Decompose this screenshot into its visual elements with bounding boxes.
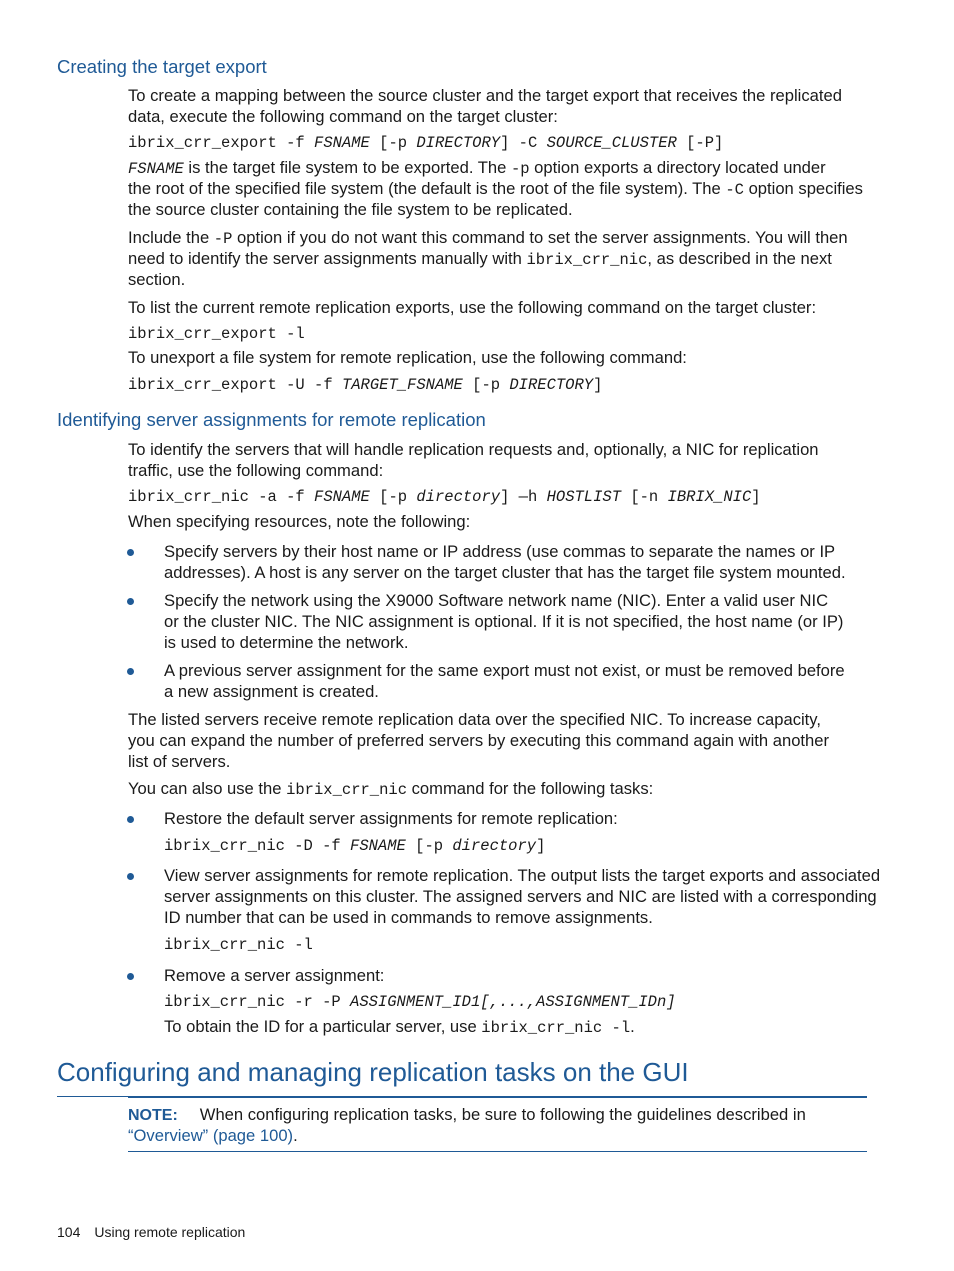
list-item: Remove a server assignment: — [164, 966, 385, 985]
bullet-icon — [127, 598, 134, 605]
paragraph: To create a mapping between the source cluster and the target export that receives the replicated — [128, 86, 842, 105]
paragraph: section. — [128, 270, 186, 289]
paragraph: FSNAME is the target file system to be exported. The -p option exports a directory located under — [128, 158, 826, 178]
paragraph: Include the -P option if you do not want this command to set the server assignments. You will then — [128, 228, 848, 248]
list-item: ID number that can be used in commands to remove assignments. — [164, 908, 653, 927]
paragraph: list of servers. — [128, 752, 231, 771]
command-line: ibrix_crr_nic -a -f FSNAME [-p directory] —h HOSTLIST [-n IBRIX_NIC] — [128, 488, 761, 506]
note: NOTE: When configuring replication tasks, be sure to following the guidelines described in — [128, 1105, 806, 1124]
bullet-icon — [127, 816, 134, 823]
paragraph: the source cluster containing the file system to be replicated. — [128, 200, 573, 219]
paragraph: To identify the servers that will handle replication requests and, optionally, a NIC for replication — [128, 440, 819, 459]
list-item: Specify servers by their host name or IP address (use commas to separate the names or IP — [164, 542, 836, 561]
list-item: or the cluster NIC. The NIC assignment is optional. If it is not specified, the host name (or IP) — [164, 612, 844, 631]
section-heading-creating-target-export: Creating the target export — [57, 56, 267, 77]
paragraph: The listed servers receive remote replication data over the specified NIC. To increase capacity, — [128, 710, 821, 729]
note-top-rule — [128, 1097, 867, 1098]
list-item: is used to determine the network. — [164, 633, 409, 652]
paragraph: you can expand the number of preferred servers by executing this command again with another — [128, 731, 830, 750]
list-item: A previous server assignment for the same export must not exist, or must be removed before — [164, 661, 845, 680]
overview-link[interactable]: “Overview” (page 100) — [128, 1126, 294, 1145]
command-line: ibrix_crr_export -f FSNAME [-p DIRECTORY] -C SOURCE_CLUSTER [-P] — [128, 134, 724, 152]
paragraph: To unexport a file system for remote replication, use the following command: — [128, 348, 687, 367]
list-item: a new assignment is created. — [164, 682, 379, 701]
command-line: ibrix_crr_nic -D -f FSNAME [-p directory] — [164, 837, 546, 855]
paragraph: To obtain the ID for a particular server, use ibrix_crr_nic -l. — [164, 1017, 635, 1037]
paragraph: You can also use the ibrix_crr_nic command for the following tasks: — [128, 779, 654, 799]
list-item: addresses). A host is any server on the target cluster that has the target file system mounted. — [164, 563, 846, 582]
page-number: 104 — [57, 1224, 81, 1240]
bullet-icon — [127, 668, 134, 675]
note-bottom-rule — [128, 1151, 867, 1152]
chapter-heading-configuring-replication-tasks: Configuring and managing replication tasks on the GUI — [57, 1057, 689, 1087]
paragraph: traffic, use the following command: — [128, 461, 384, 480]
paragraph: the root of the specified file system (the default is the root of the file system). The -C option specifies — [128, 179, 863, 199]
bullet-icon — [127, 549, 134, 556]
paragraph: data, execute the following command on the target cluster: — [128, 107, 558, 126]
list-item: Specify the network using the X9000 Software network name (NIC). Enter a valid user NIC — [164, 591, 829, 610]
page-footer — [57, 1223, 245, 1241]
command-line: ibrix_crr_export -l — [128, 325, 305, 343]
paragraph: To list the current remote replication exports, use the following command on the target cluster: — [128, 298, 817, 317]
list-item: View server assignments for remote replication. The output lists the target exports and associated — [164, 866, 881, 885]
list-item: Restore the default server assignments for remote replication: — [164, 809, 618, 828]
bullet-icon — [127, 973, 134, 980]
section-heading-identifying-server-assignments: Identifying server assignments for remote replication — [57, 409, 486, 430]
bullet-icon — [127, 873, 134, 880]
note-label: NOTE: — [128, 1107, 178, 1124]
command-line: ibrix_crr_nic -r -P ASSIGNMENT_ID1[,...,ASSIGNMENT_IDn] — [164, 993, 676, 1011]
note: “Overview” (page 100). — [128, 1126, 298, 1145]
list-item: server assignments on this cluster. The assigned servers and NIC are listed with a corresponding — [164, 887, 877, 906]
paragraph: need to identify the server assignments manually with ibrix_crr_nic, as described in the next — [128, 249, 832, 269]
paragraph: When specifying resources, note the following: — [128, 512, 471, 531]
command-line: ibrix_crr_export -U -f TARGET_FSNAME [-p DIRECTORY] — [128, 376, 603, 394]
command-line: ibrix_crr_nic -l — [164, 936, 313, 954]
footer-title: Using remote replication — [94, 1224, 246, 1240]
